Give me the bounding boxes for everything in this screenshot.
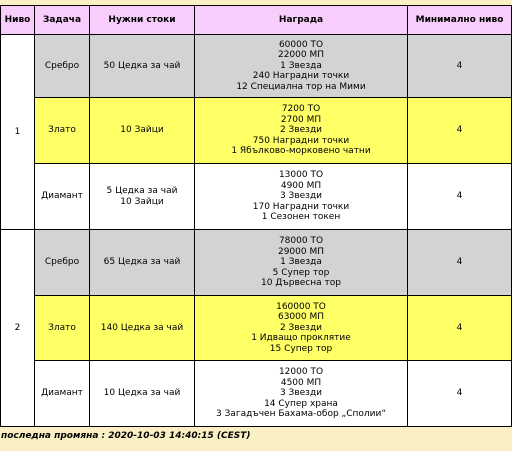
task-cell: Диамант xyxy=(35,361,90,427)
min-level-cell: 4 xyxy=(408,35,512,98)
reward-line: 3 Загадъчен Бахама-обор „Сполии“ xyxy=(216,409,386,420)
reward-line: 160000 ТО xyxy=(276,301,326,312)
reward-line: 1 Звезда xyxy=(280,60,322,71)
task-cell: Сребро xyxy=(35,230,90,296)
required-goods-line: 10 Цедка за чай xyxy=(103,388,181,399)
reward-line: 78000 ТО xyxy=(278,236,324,247)
reward-line: 750 Наградни точки xyxy=(252,135,350,146)
reward-cell xyxy=(195,164,408,230)
header-level: Ниво xyxy=(1,6,35,35)
reward-line: 5 Супер тор xyxy=(272,267,330,278)
header-task: Задача xyxy=(35,6,90,35)
header-row xyxy=(1,6,512,35)
level-1-gold-row xyxy=(1,98,512,164)
level-cell: 2 xyxy=(1,230,35,427)
reward-line: 15 Супер тор xyxy=(269,343,333,354)
header-reward: Награда xyxy=(195,6,408,35)
min-level-cell: 4 xyxy=(408,361,512,427)
required-goods-line: 140 Цедка за чай xyxy=(100,322,184,333)
task-cell: Злато xyxy=(35,98,90,164)
reward-cell xyxy=(195,98,408,164)
reward-cell xyxy=(195,361,408,427)
level-1-diamond-row xyxy=(1,164,512,230)
reward-line: 14 Супер храна xyxy=(264,398,338,409)
required-goods-line: 10 Зайци xyxy=(120,125,164,136)
reward-line: 4500 МП xyxy=(280,377,322,388)
min-level-cell: 4 xyxy=(408,164,512,230)
reward-line: 13000 ТО xyxy=(278,170,324,181)
reward-line: 2700 МП xyxy=(280,114,322,125)
reward-line: 7200 ТО xyxy=(281,104,321,115)
reward-line: 3 Звезди xyxy=(279,191,323,202)
min-level-cell: 4 xyxy=(408,98,512,164)
task-cell: Сребро xyxy=(35,35,90,98)
last-modified-footer: последна промяна : 2020-10-03 14:40:15 (CEST) xyxy=(1,431,251,441)
required-goods-cell xyxy=(90,361,195,427)
rewards-table xyxy=(0,5,512,427)
reward-line: 22000 МП xyxy=(277,50,325,61)
required-goods-cell xyxy=(90,35,195,98)
header-required-goods: Нужни стоки xyxy=(90,6,195,35)
reward-line: 1 Идващо проклятие xyxy=(251,333,351,344)
required-goods-cell xyxy=(90,296,195,361)
required-goods-line: 65 Цедка за чай xyxy=(103,257,181,268)
min-level-cell: 4 xyxy=(408,230,512,296)
reward-line: 240 Наградни точки xyxy=(252,71,350,82)
level-2-gold-row xyxy=(1,296,512,361)
reward-line: 12000 ТО xyxy=(278,367,324,378)
reward-line: 1 Ябълково-морковено чатни xyxy=(231,146,371,157)
level-cell: 1 xyxy=(1,35,35,230)
reward-line: 60000 ТО xyxy=(278,39,324,50)
required-goods-cell xyxy=(90,230,195,296)
reward-line: 29000 МП xyxy=(277,246,325,257)
required-goods-line: 50 Цедка за чай xyxy=(103,60,181,71)
reward-line: 12 Специална тор на Мими xyxy=(236,81,366,92)
required-goods-line: 5 Цедка за чай xyxy=(106,186,178,196)
required-goods-line: 10 Зайци xyxy=(120,196,164,207)
reward-line: 63000 МП xyxy=(277,312,325,323)
required-goods-cell xyxy=(90,98,195,164)
level-1-silver-row xyxy=(1,35,512,98)
min-level-cell: 4 xyxy=(408,296,512,361)
reward-line: 10 Дървесна тор xyxy=(261,278,341,289)
reward-line: 2 Звезди xyxy=(279,125,323,136)
reward-line: 1 Сезонен токен xyxy=(261,212,341,223)
reward-cell xyxy=(195,230,408,296)
level-2-silver-row xyxy=(1,230,512,296)
required-goods-cell xyxy=(90,164,195,230)
reward-cell xyxy=(195,35,408,98)
reward-line: 3 Звезди xyxy=(279,388,323,399)
reward-cell xyxy=(195,296,408,361)
reward-line: 1 Звезда xyxy=(280,257,322,268)
task-cell: Диамант xyxy=(35,164,90,230)
header-min-level: Минимално ниво xyxy=(408,6,512,35)
reward-line: 4900 МП xyxy=(280,180,322,191)
task-cell: Злато xyxy=(35,296,90,361)
level-2-diamond-row xyxy=(1,361,512,427)
reward-line: 170 Наградни точки xyxy=(252,201,350,212)
reward-line: 2 Звезди xyxy=(279,322,323,333)
